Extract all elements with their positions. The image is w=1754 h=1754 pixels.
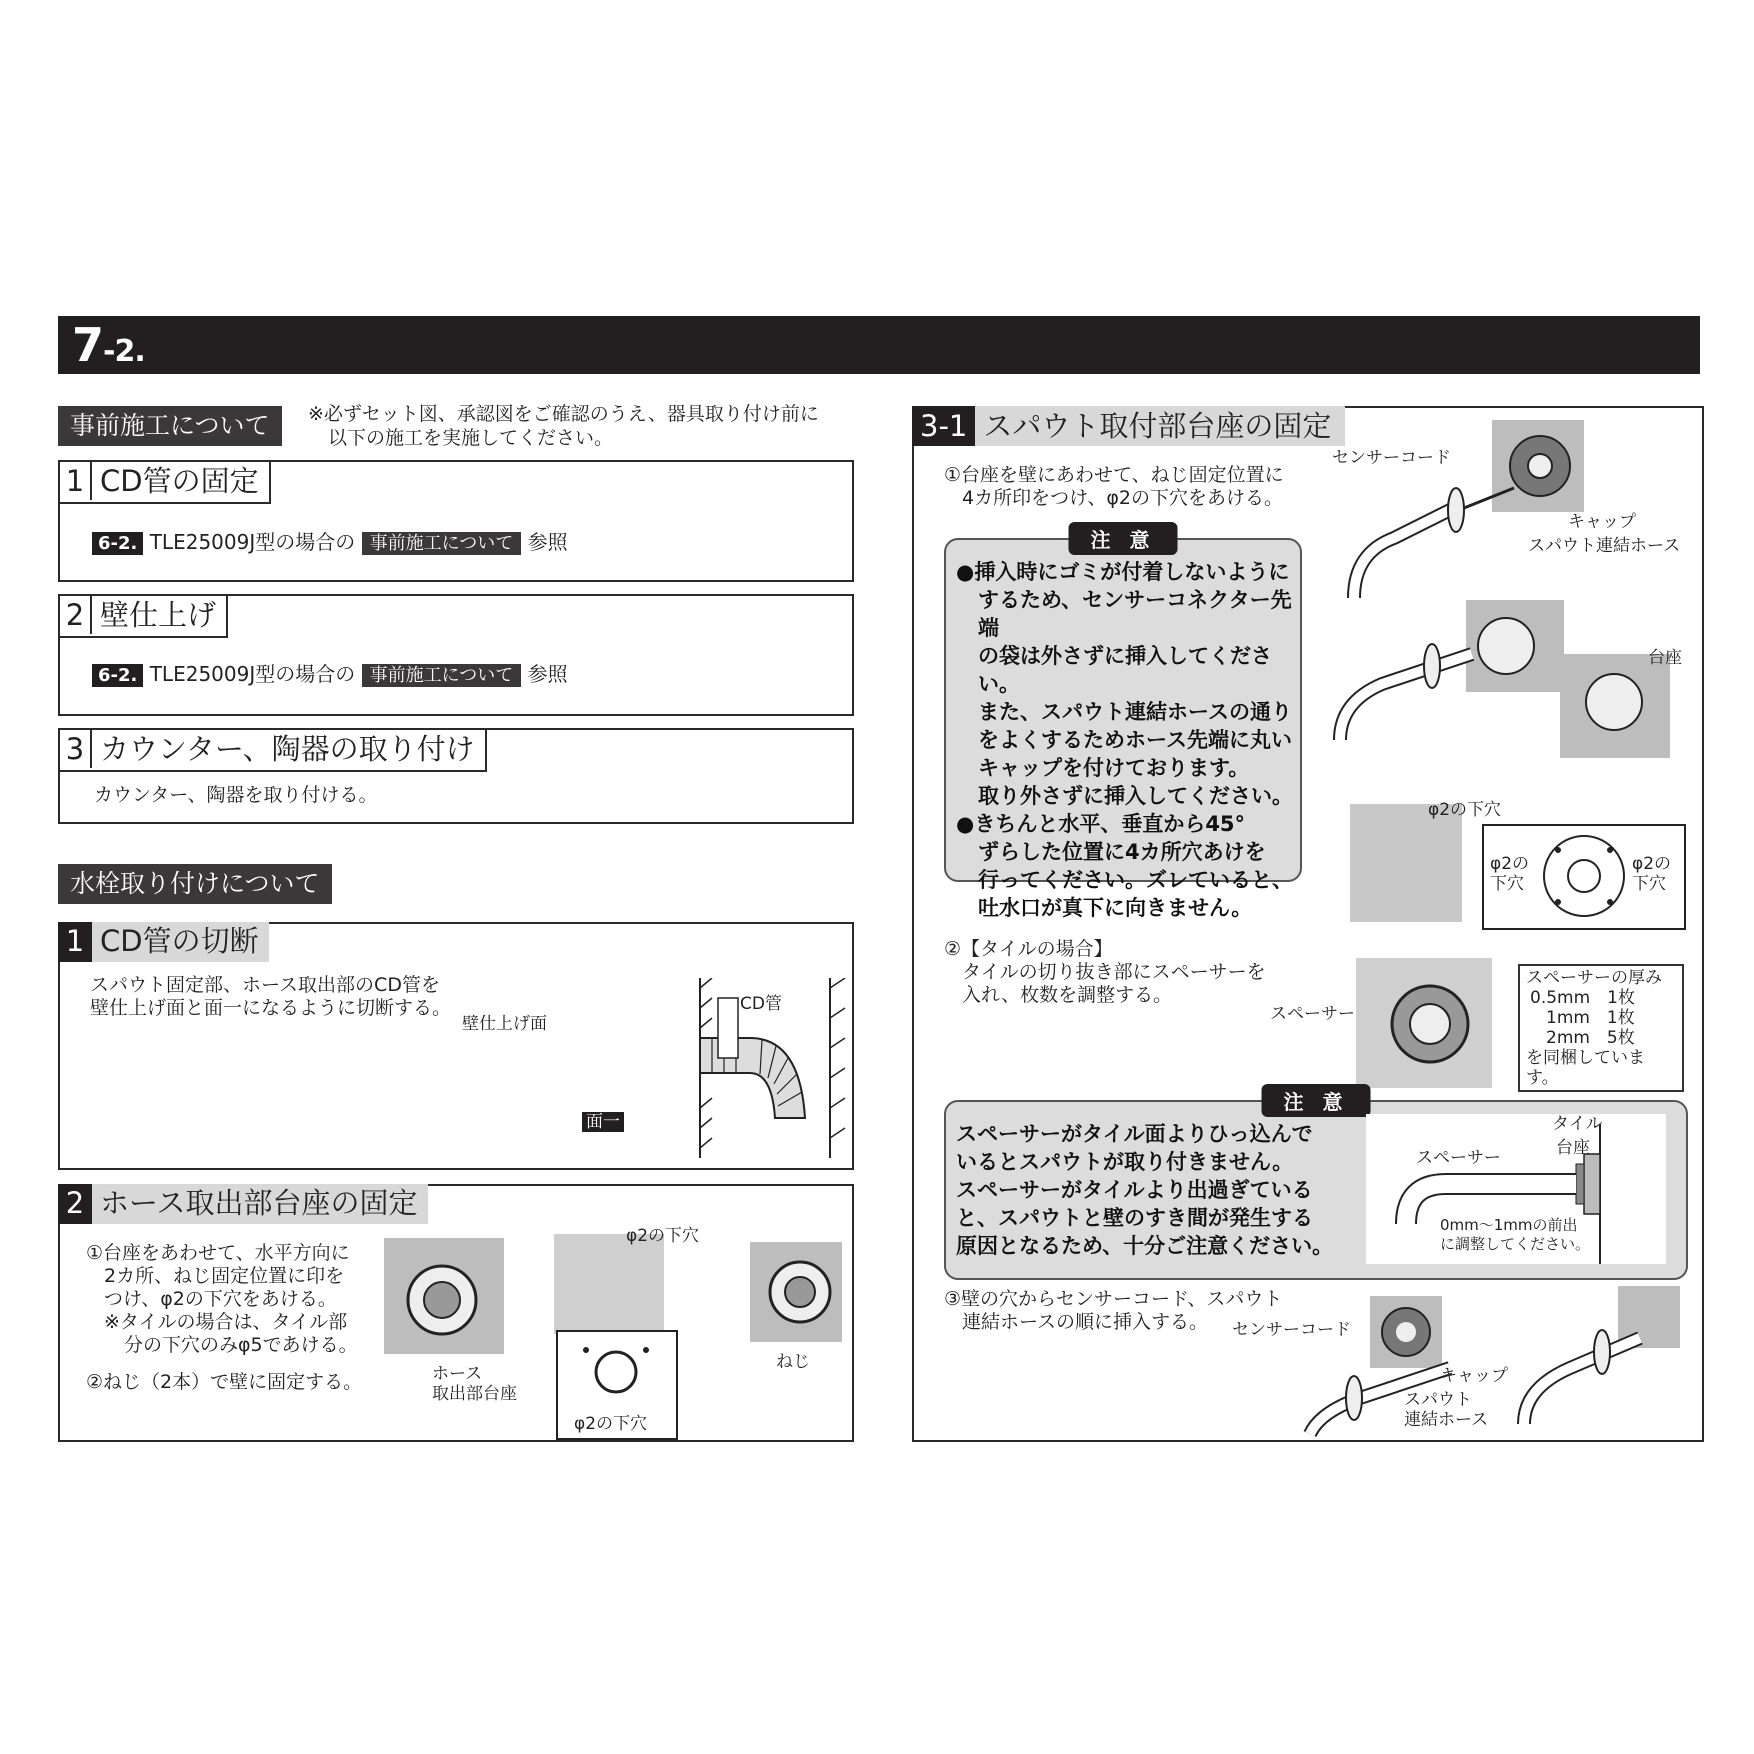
label-spout-hose: スパウト連結ホース [1528,536,1681,556]
pre-construction-title: 事前施工について [58,406,282,446]
caution-title: 注 意 [1069,522,1178,555]
step-body: ①台座をあわせて、水平方向に 2カ所、ねじ固定位置に印を つけ、φ2の下穴をあける。 ※タイルの場合は、タイル部 分の下穴のみφ5であける。 ②ねじ（2本）で壁に固定する。 [86,1242,363,1393]
reference-line: 6-2. TLE25009J型の場合の 事前施工について 参照 [92,526,568,555]
label-cap-2: キャップ [1440,1366,1508,1386]
step-2-text: ②【タイルの場合】 タイルの切り抜き部にスペーサーを 入れ、枚数を調整する。 [944,938,1266,1006]
detail-four-holes [1482,824,1686,930]
step-title: 2 ホース取出部台座の固定 [58,1184,428,1224]
faucet-install-title: 水栓取り付けについて [58,864,332,904]
step-title: 2 壁仕上げ [58,594,228,638]
caution-title: 注 意 [1262,1084,1371,1117]
label-base-2: 台座 [1556,1138,1590,1158]
caution-text: ●挿入時にゴミが付着しないように するため、センサーコネクター先端 の袋は外さずに挿入してください。 また、スパウト連結ホースの通り をよくするためホース先端に丸い キャップを付けております。 取り外さずに挿入してください。 ●きちんと水平、垂直から45° ずらした位置に4カ所穴あけを 行ってください。ズレていると、 吐水口が真下に向きません。 [956,560,1293,920]
base-ring-icon [750,1242,842,1342]
label-adjust: 0mm～1mmの前出 に調整してください。 [1440,1216,1591,1253]
photo-screwing [750,1242,842,1342]
caution-box-1 [944,528,1302,920]
step-box-cd-fix [58,460,854,582]
label-screw: ねじ [776,1352,810,1372]
step-title: 3-1 スパウト取付部台座の固定 [912,406,1345,446]
spout-illustration-2 [1322,624,1522,744]
photo-drilling [554,1234,664,1334]
label-spout-hose-2: スパウト 連結ホース [1404,1390,1489,1430]
step-3-text: ③壁の穴からセンサーコード、スパウト 連結ホースの順に挿入する。 [944,1288,1283,1333]
label-hole-right: φ2の 下穴 [1632,854,1672,894]
label-base: 台座 [1648,648,1682,668]
label-sensor-cord-2: センサーコード [1232,1320,1351,1340]
step-1-text: ①台座を壁にあわせて、ねじ固定位置に 4カ所印をつけ、φ2の下穴をあける。 [944,464,1284,509]
photo-spacer [1356,958,1492,1088]
cd-pipe-diagram [600,978,850,1158]
step-box-hose-base [58,1184,854,1442]
spacer-ring-icon [1356,958,1492,1088]
section-header-bar [58,316,1700,374]
spacer-clearance-diagram [1366,1114,1666,1264]
label-pilot-hole-bottom: φ2の下穴 [574,1414,648,1434]
caution-text: スペーサーがタイル面よりひっ込んで いるとスパウトが取り付きません。 スペーサーがタイルより出過ぎている と、スパウトと壁のすき間が発生する 原因となるため、十分ご注意ください。 [956,1122,1334,1258]
spout-base-panel [912,406,1704,1442]
hole-diagram [558,1332,676,1412]
step-title: 1 CD管の切断 [58,922,269,962]
spacer-spec-box: スペーサーの厚み 0.5mm 1枚 1mm 1枚 2mm 5枚 を同梱しています。 [1518,964,1684,1092]
label-tile: タイル [1552,1114,1603,1134]
label-pilot-hole: φ2の下穴 [1428,800,1502,820]
step-box-cd-cut [58,922,854,1170]
label-hose-base: ホース 取出部台座 [432,1364,517,1404]
label-pilot-hole-top: φ2の下穴 [626,1226,700,1246]
photo-drill-holes [1350,804,1462,922]
step-title: 1 CD管の固定 [58,460,271,504]
hole-pattern-diagram [1534,826,1634,926]
label-cap: キャップ [1568,512,1636,532]
step-box-counter [58,728,854,824]
label-spacer: スペーサー [1270,1004,1355,1024]
base-ring-icon [1560,654,1670,758]
step-title: 3 カウンター、陶器の取り付け [58,728,487,772]
caution-box-2 [944,1090,1688,1280]
label-wall-surface: 壁仕上げ面 [462,1014,547,1034]
section-number: 7-2. [72,318,145,372]
photo-base-hand [1560,654,1670,758]
spout-illustration-4 [1510,1308,1680,1428]
detail-pilot-hole [556,1330,678,1440]
pre-construction-note: ※必ずセット図、承認図をご確認のうえ、器具取り付け前に 以下の施工を実施してください。 [308,403,819,449]
label-spacer-2: スペーサー [1416,1148,1501,1168]
step-body: カウンター、陶器を取り付ける。 [94,784,378,806]
base-ring-icon [384,1238,504,1354]
label-hole-left: φ2の 下穴 [1490,854,1530,894]
reference-line: 6-2. TLE25009J型の場合の 事前施工について 参照 [92,658,568,687]
step-body: スパウト固定部、ホース取出部のCD管を 壁仕上げ面と面一になるように切断する。 [90,974,452,1019]
label-sensor-cord: センサーコード [1332,448,1451,468]
label-flush: 面一 [582,1112,624,1132]
photo-base-marking [384,1238,504,1354]
step-box-wall-finish [58,594,854,716]
label-cd-pipe: CD管 [740,994,782,1014]
